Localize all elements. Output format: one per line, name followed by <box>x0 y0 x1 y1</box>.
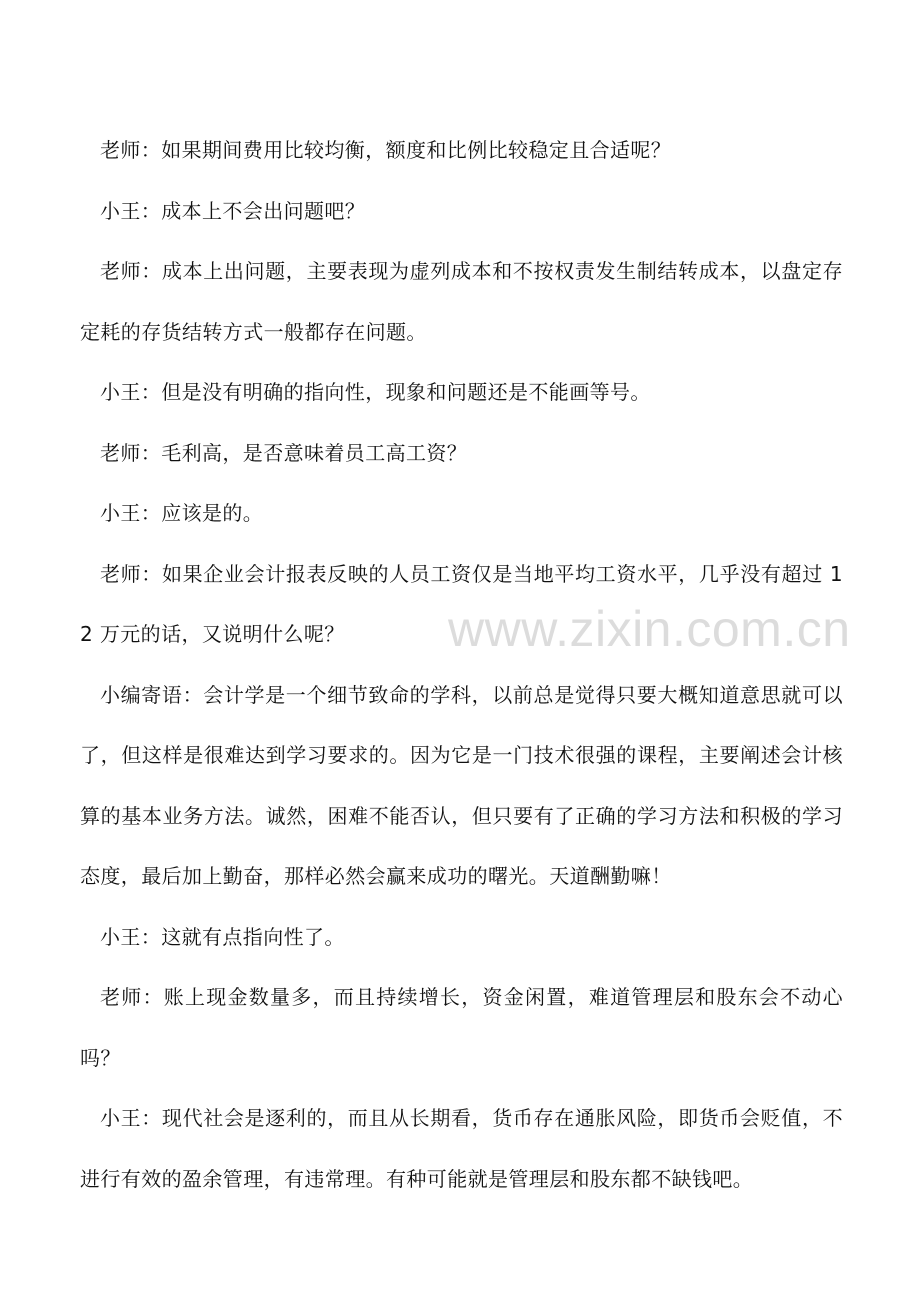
paragraph: 老师：如果期间费用比较均衡，额度和比例比较稳定且合适呢？ <box>100 138 672 162</box>
paragraph: 老师：如果企业会计报表反映的人员工资仅是当地平均工资水平，几乎没有超过 12 万元的话，又说明什么呢？ <box>80 561 843 646</box>
paragraph: 小编寄语：会计学是一个细节致命的学科，以前总是觉得只要大概知道意思就可以了，但这样是很难达到学习要求的。因为它是一门技术很强的课程，主要阐述会计核算的基本业务方法。诚然，困难不能否认，但只要有了正确的学习方法和积极的学习态度，最后加上勤奋，那样必然会赢来成功的曙光。天道酬勤嘛！ <box>80 682 843 888</box>
paragraph: 小王：但是没有明确的指向性，现象和问题还是不能画等号。 <box>100 380 651 404</box>
paragraph: 老师：成本上出问题，主要表现为虚列成本和不按权责发生制结转成本，以盘定存定耗的存货结转方式一般都存在问题。 <box>80 259 843 344</box>
paragraph: 小王：现代社会是逐利的，而且从长期看，货币存在通胀风险，即货币会贬值，不进行有效的盈余管理，有违常理。有种可能就是管理层和股东都不缺钱吧。 <box>80 1106 843 1191</box>
watermark: www.zixin.com.cn <box>448 601 851 657</box>
paragraph: 小王：应该是的。 <box>100 501 264 525</box>
document-body <box>80 120 843 1209</box>
paragraph: 老师：账上现金数量多，而且持续增长，资金闲置，难道管理层和股东会不动心吗？ <box>80 985 843 1070</box>
paragraph: 老师：毛利高，是否意味着员工高工资？ <box>100 440 468 465</box>
paragraph: 小王：成本上不会出问题吧？ <box>100 198 366 223</box>
paragraph: 小王：这就有点指向性了。 <box>100 924 345 949</box>
